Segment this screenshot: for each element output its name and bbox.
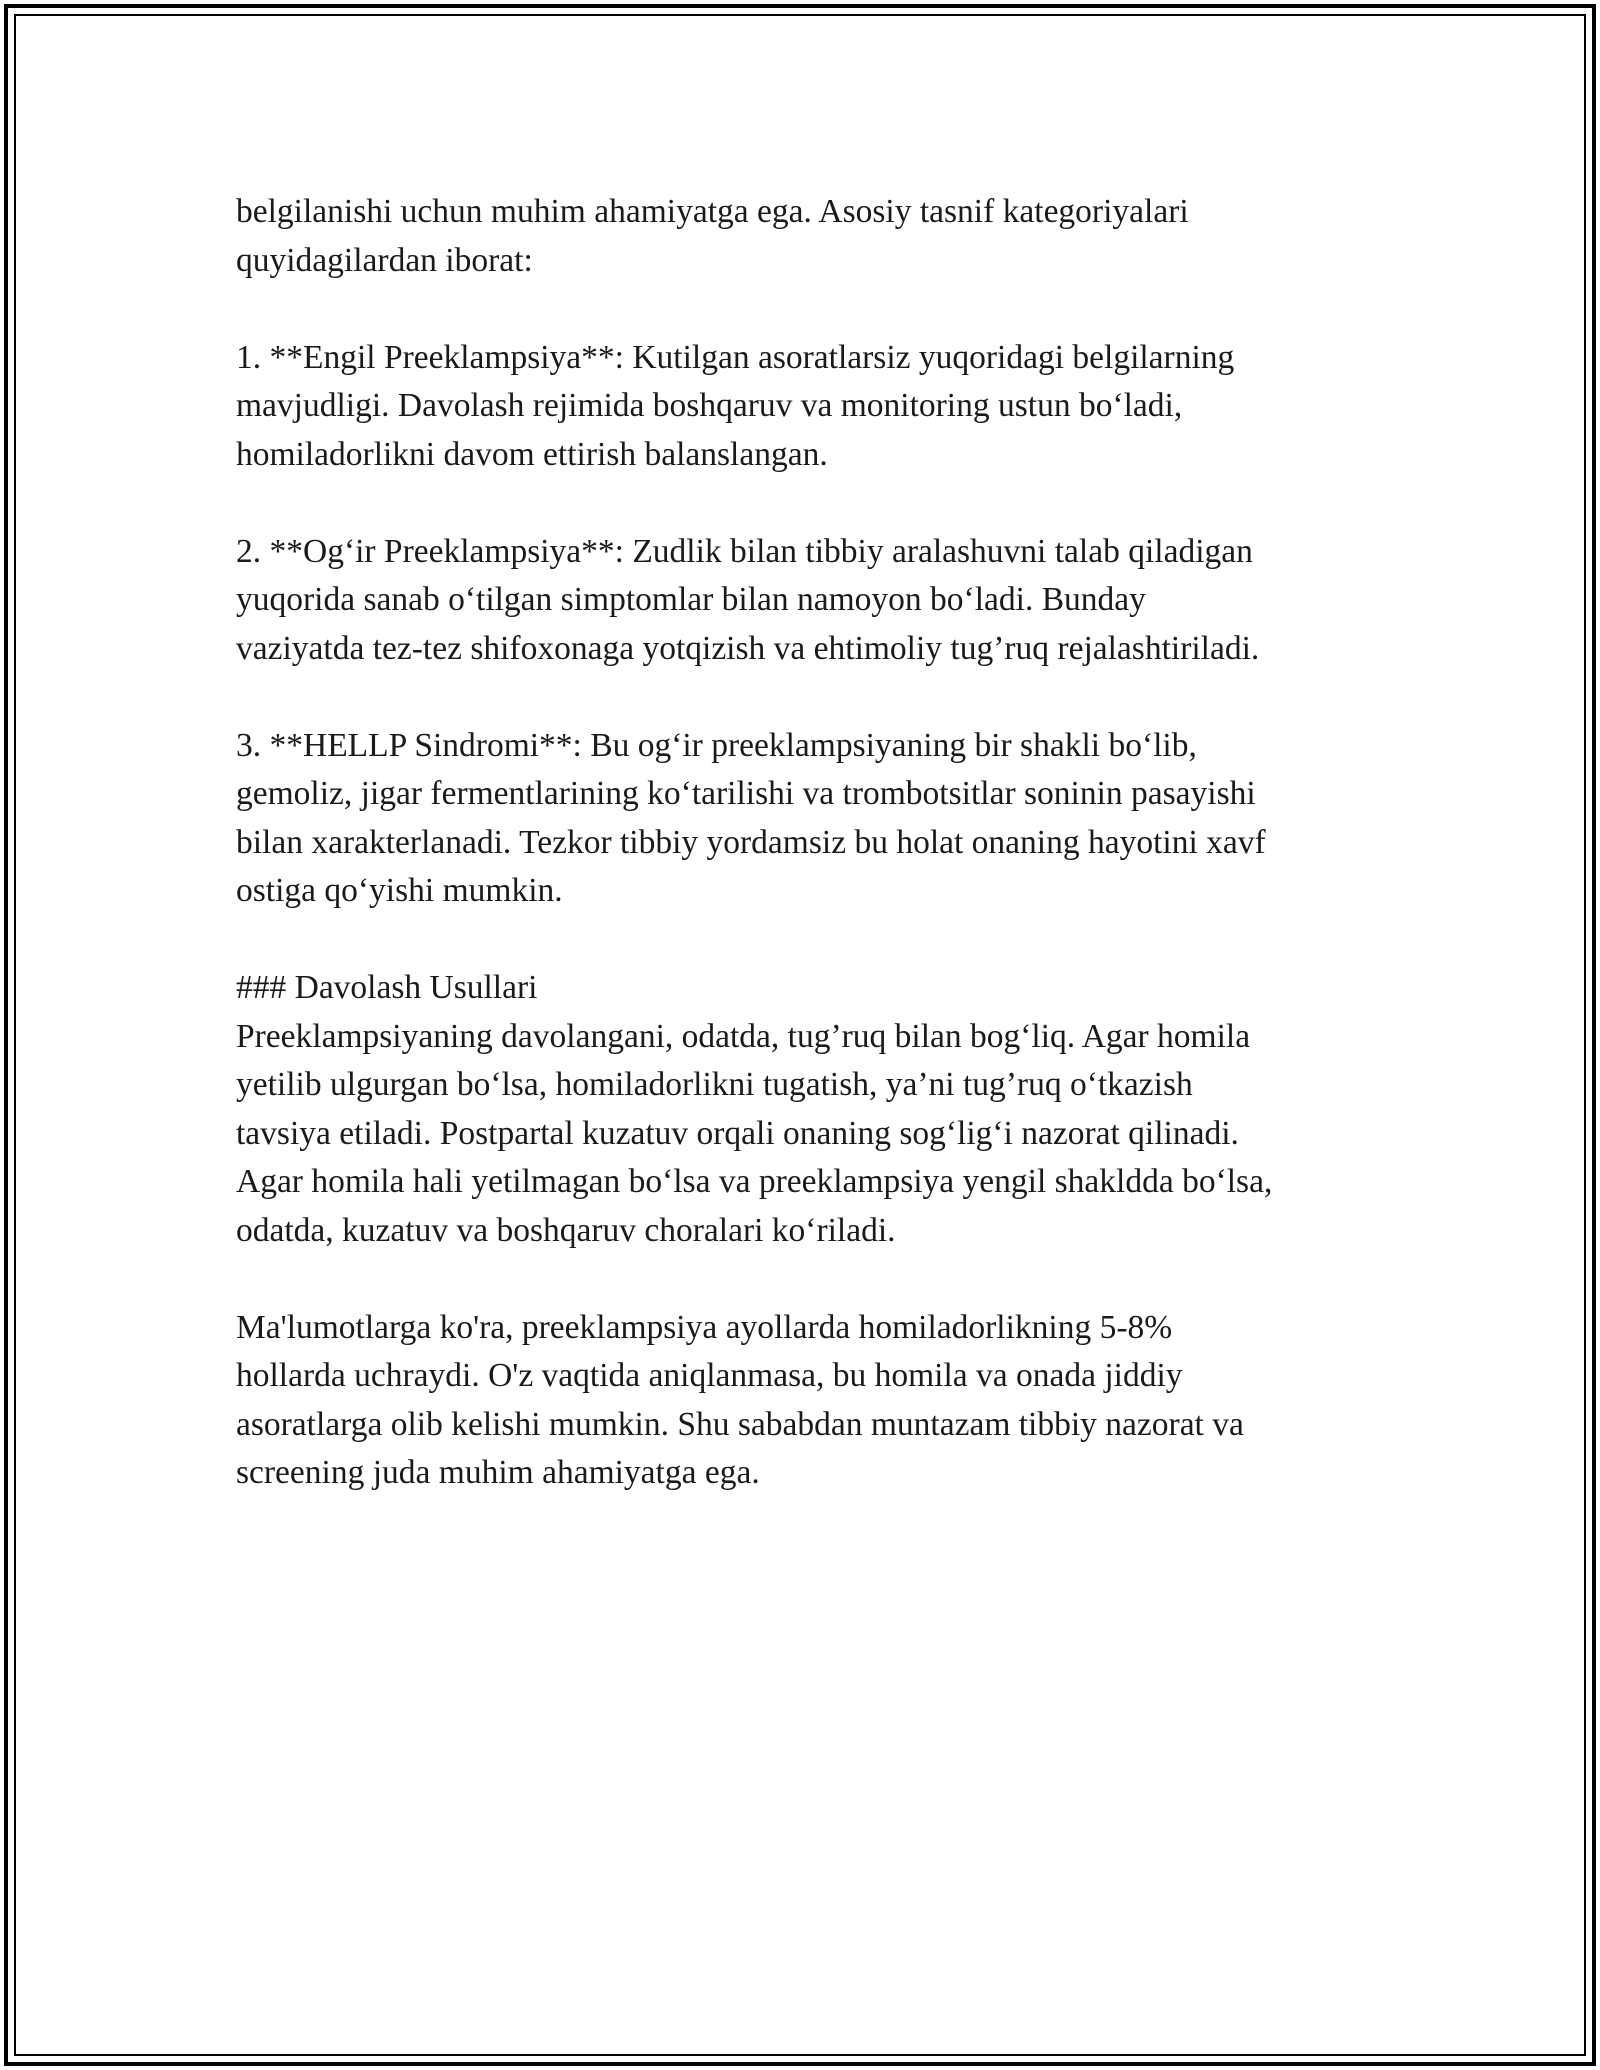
intro-paragraph: belgilanishi uchun muhim ahamiyatga ega. Asosiy tasnif kategoriyalari quyidagilardan iborat: — [236, 193, 1189, 279]
list-item-mild-preeclampsia: 1. **Engil Preeklampsiya**: Kutilgan asoratlarsiz yuqoridagi belgilarning mavjudligi. Davolash rejimida boshqaruv va monitoring ustun bo‘ladi, homiladorlikni davom ettirish balanslangan. — [236, 338, 1235, 473]
list-item-hellp-syndrome: 3. **HELLP Sindromi**: Bu og‘ir preeklampsiyaning bir shakli bo‘lib, gemoliz, jigar fermentlarining ko‘tarilishi va trombotsitlar soninin pasayishi bilan xarakterlanadi. Tezkor tibbiy yordamsiz bu holat onaning hayotini xavf ostiga qo‘yishi mumkin. — [236, 726, 1266, 909]
list-item-severe-preeclampsia: 2. **Og‘ir Preeklampsiya**: Zudlik bilan tibbiy aralashuvni talab qiladigan yuqorida sanab o‘tilgan simptomlar bilan namoyon bo‘ladi. Bunday vaziyatda tez-tez shifoxonaga yotqizish va ehtimoliy tug’ruq rejalashtiriladi. — [236, 532, 1260, 667]
section-heading: ### Davolash Usullari — [236, 969, 538, 1006]
closing-paragraph: Ma'lumotlarga ko'ra, preeklampsiya ayollarda homiladorlikning 5-8% hollarda uchraydi. O'z vaqtida aniqlanmasa, bu homila va onada jiddiy asoratlarga olib kelishi mumkin. Shu sababdan muntazam tibbiy nazorat va screening juda muhim ahamiyatga ega. — [236, 1308, 1244, 1491]
treatment-paragraph: Preeklampsiyaning davolangani, odatda, tug’ruq bilan bog‘liq. Agar homila yetilib ulgurgan bo‘lsa, homiladorlikni tugatish, ya’ni tug’ruq o‘tkazish tavsiya etiladi. Postpartal kuzatuv orqali onaning sog‘lig‘i nazorat qilinadi. Agar homila hali yetilmagan bo‘lsa va preeklampsiya yengil shakldda bo‘lsa, odatda, kuzatuv va boshqaruv choralari ko‘riladi. — [236, 1017, 1273, 1249]
document-body — [236, 188, 1396, 1546]
